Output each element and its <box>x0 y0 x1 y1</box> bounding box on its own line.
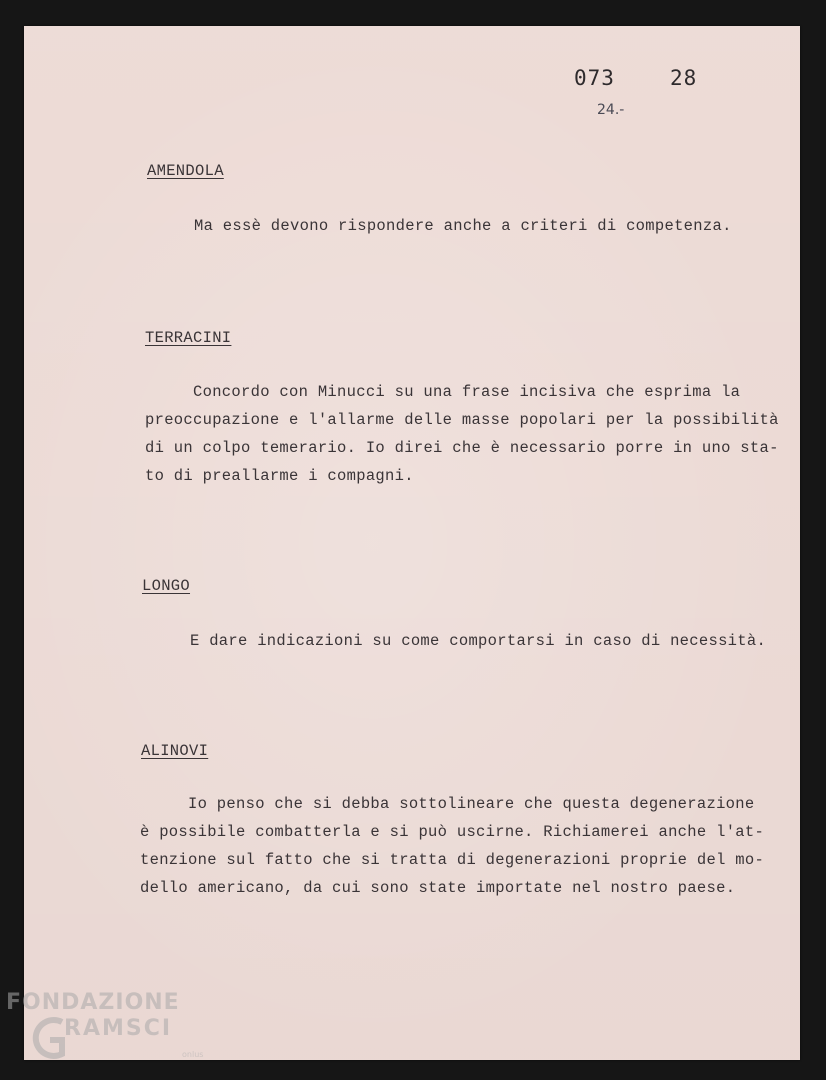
paragraph-line: to di preallarme i compagni. <box>145 467 414 485</box>
page-marker: 24.- <box>597 102 625 118</box>
speaker-longo: LONGO <box>142 577 191 595</box>
logo-text-top: FONDAZIONE <box>6 990 180 1015</box>
paper-watermark-faint <box>124 514 784 582</box>
paragraph-line: preoccupazione e l'allarme delle masse popolari per la possibilità <box>145 411 779 429</box>
sheet-number: 28 <box>670 66 698 90</box>
logo-g-icon <box>32 1014 68 1070</box>
paragraph-line: Ma essè devono rispondere anche a criteri di competenza. <box>194 217 732 235</box>
paragraph-line: è possibile combatterla e si può uscirne. Richiamerei anche l'at- <box>140 823 765 841</box>
paragraph-line: dello americano, da cui sono state importate nel nostro paese. <box>140 879 736 897</box>
paragraph-line: di un colpo temerario. Io direi che è necessario porre in uno sta- <box>145 439 779 457</box>
document-page <box>24 26 800 1060</box>
paragraph-line: tenzione sul fatto che si tratta di degenerazioni proprie del mo- <box>140 851 765 869</box>
logo-subtext: onlus <box>182 1050 204 1059</box>
logo-text-bottom: RAMSCI <box>64 1016 173 1041</box>
paragraph-line: Io penso che si debba sottolineare che questa degenerazione <box>188 795 755 813</box>
speaker-amendola: AMENDOLA <box>147 162 224 180</box>
speaker-terracini: TERRACINI <box>145 329 232 347</box>
paragraph-line: Concordo con Minucci su una frase incisiva che esprima la <box>193 383 741 401</box>
foundation-logo <box>6 990 206 1070</box>
archive-number: 073 <box>574 66 615 90</box>
paragraph-line: E dare indicazioni su come comportarsi in caso di necessità. <box>190 632 767 650</box>
speaker-alinovi: ALINOVI <box>141 742 209 760</box>
